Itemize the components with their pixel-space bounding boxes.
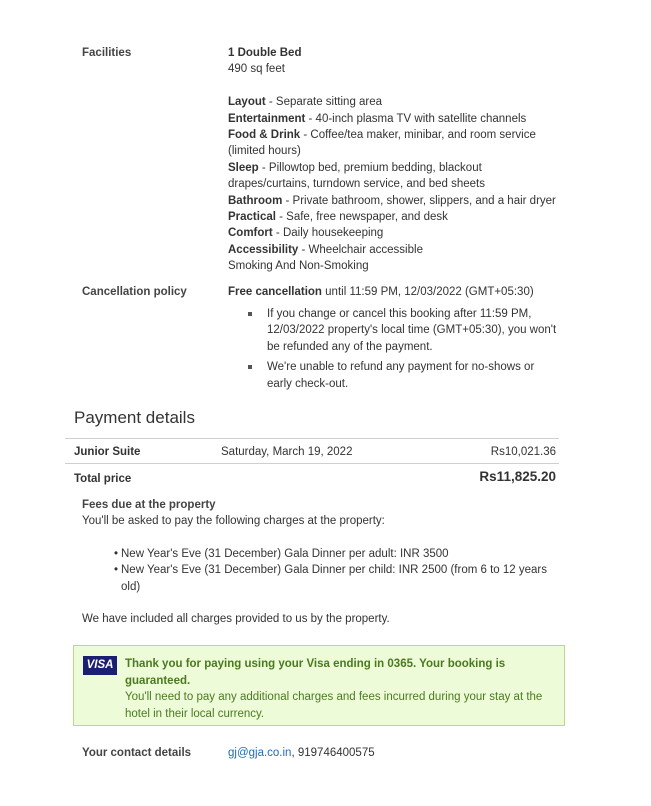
- payment-confirmation-box: [73, 645, 565, 726]
- cancellation-bullet: If you change or cancel this booking after 11:59 PM, 12/03/2022 property's local time (GMT+05:30), you won't be refunded any of the payment.: [267, 306, 559, 355]
- total-price: Rs11,825.20: [479, 469, 556, 484]
- fees-heading: Fees due at the property: [82, 499, 216, 511]
- smoking-policy: Smoking And Non-Smoking: [228, 260, 369, 273]
- facility-item: Comfort - Daily housekeeping: [228, 227, 384, 240]
- contact-details: gj@gja.co.in, 919746400575: [228, 747, 375, 759]
- fees-intro: You'll be asked to pay the following charges at the property:: [82, 515, 385, 527]
- facilities-content: [228, 45, 563, 275]
- total-label: Total price: [74, 473, 132, 485]
- fee-item: • New Year's Eve (31 December) Gala Dinner per adult: INR 3500: [114, 548, 449, 560]
- bed-type: 1 Double Bed: [228, 47, 302, 59]
- contact-label: Your contact details: [82, 747, 192, 759]
- fee-item: • New Year's Eve (31 December) Gala Dinner per child: INR 2500 (from 6 to 12 years old): [114, 564, 547, 593]
- room-name: Junior Suite: [74, 446, 141, 458]
- payment-confirmation-text: Thank you for paying using your Visa ending in 0365. Your booking is guaranteed. You'll need to pay any additional charges and fees incurred during your stay at the hotel in their local currency.: [125, 658, 543, 720]
- facility-item: Food & Drink - Coffee/tea maker, minibar, and room service (limited hours): [228, 129, 536, 158]
- room-size: 490 sq feet: [228, 63, 285, 76]
- facility-item: Bathroom - Private bathroom, shower, slippers, and a hair dryer: [228, 194, 556, 207]
- cancellation-summary: Free cancellation until 11:59 PM, 12/03/2022 (GMT+05:30): [228, 286, 534, 298]
- payment-heading: Payment details: [74, 408, 195, 427]
- fees-list: [114, 546, 556, 595]
- cancellation-bullets: [267, 306, 559, 392]
- facility-item: Entertainment - 40-inch plasma TV with satellite channels: [228, 112, 527, 125]
- fees-note: We have included all charges provided to us by the property.: [82, 613, 390, 625]
- room-price: Rs10,021.36: [490, 446, 556, 458]
- facility-item: Layout - Separate sitting area: [228, 96, 383, 109]
- cancellation-bullet: We're unable to refund any payment for no-shows or early check-out.: [267, 359, 559, 392]
- facility-item: Accessibility - Wheelchair accessible: [228, 243, 423, 256]
- facility-item: Practical - Safe, free newspaper, and desk: [228, 211, 448, 224]
- cancellation-label: Cancellation policy: [82, 286, 187, 298]
- facilities-label: Facilities: [82, 47, 132, 59]
- stay-date: Saturday, March 19, 2022: [221, 446, 353, 458]
- contact-email-link[interactable]: gj@gja.co.in: [228, 747, 292, 759]
- visa-logo: VISA: [83, 656, 117, 675]
- facility-item: Sleep - Pillowtop bed, premium bedding, blackout drapes/curtains, turndown service, and bed sheets: [228, 161, 485, 191]
